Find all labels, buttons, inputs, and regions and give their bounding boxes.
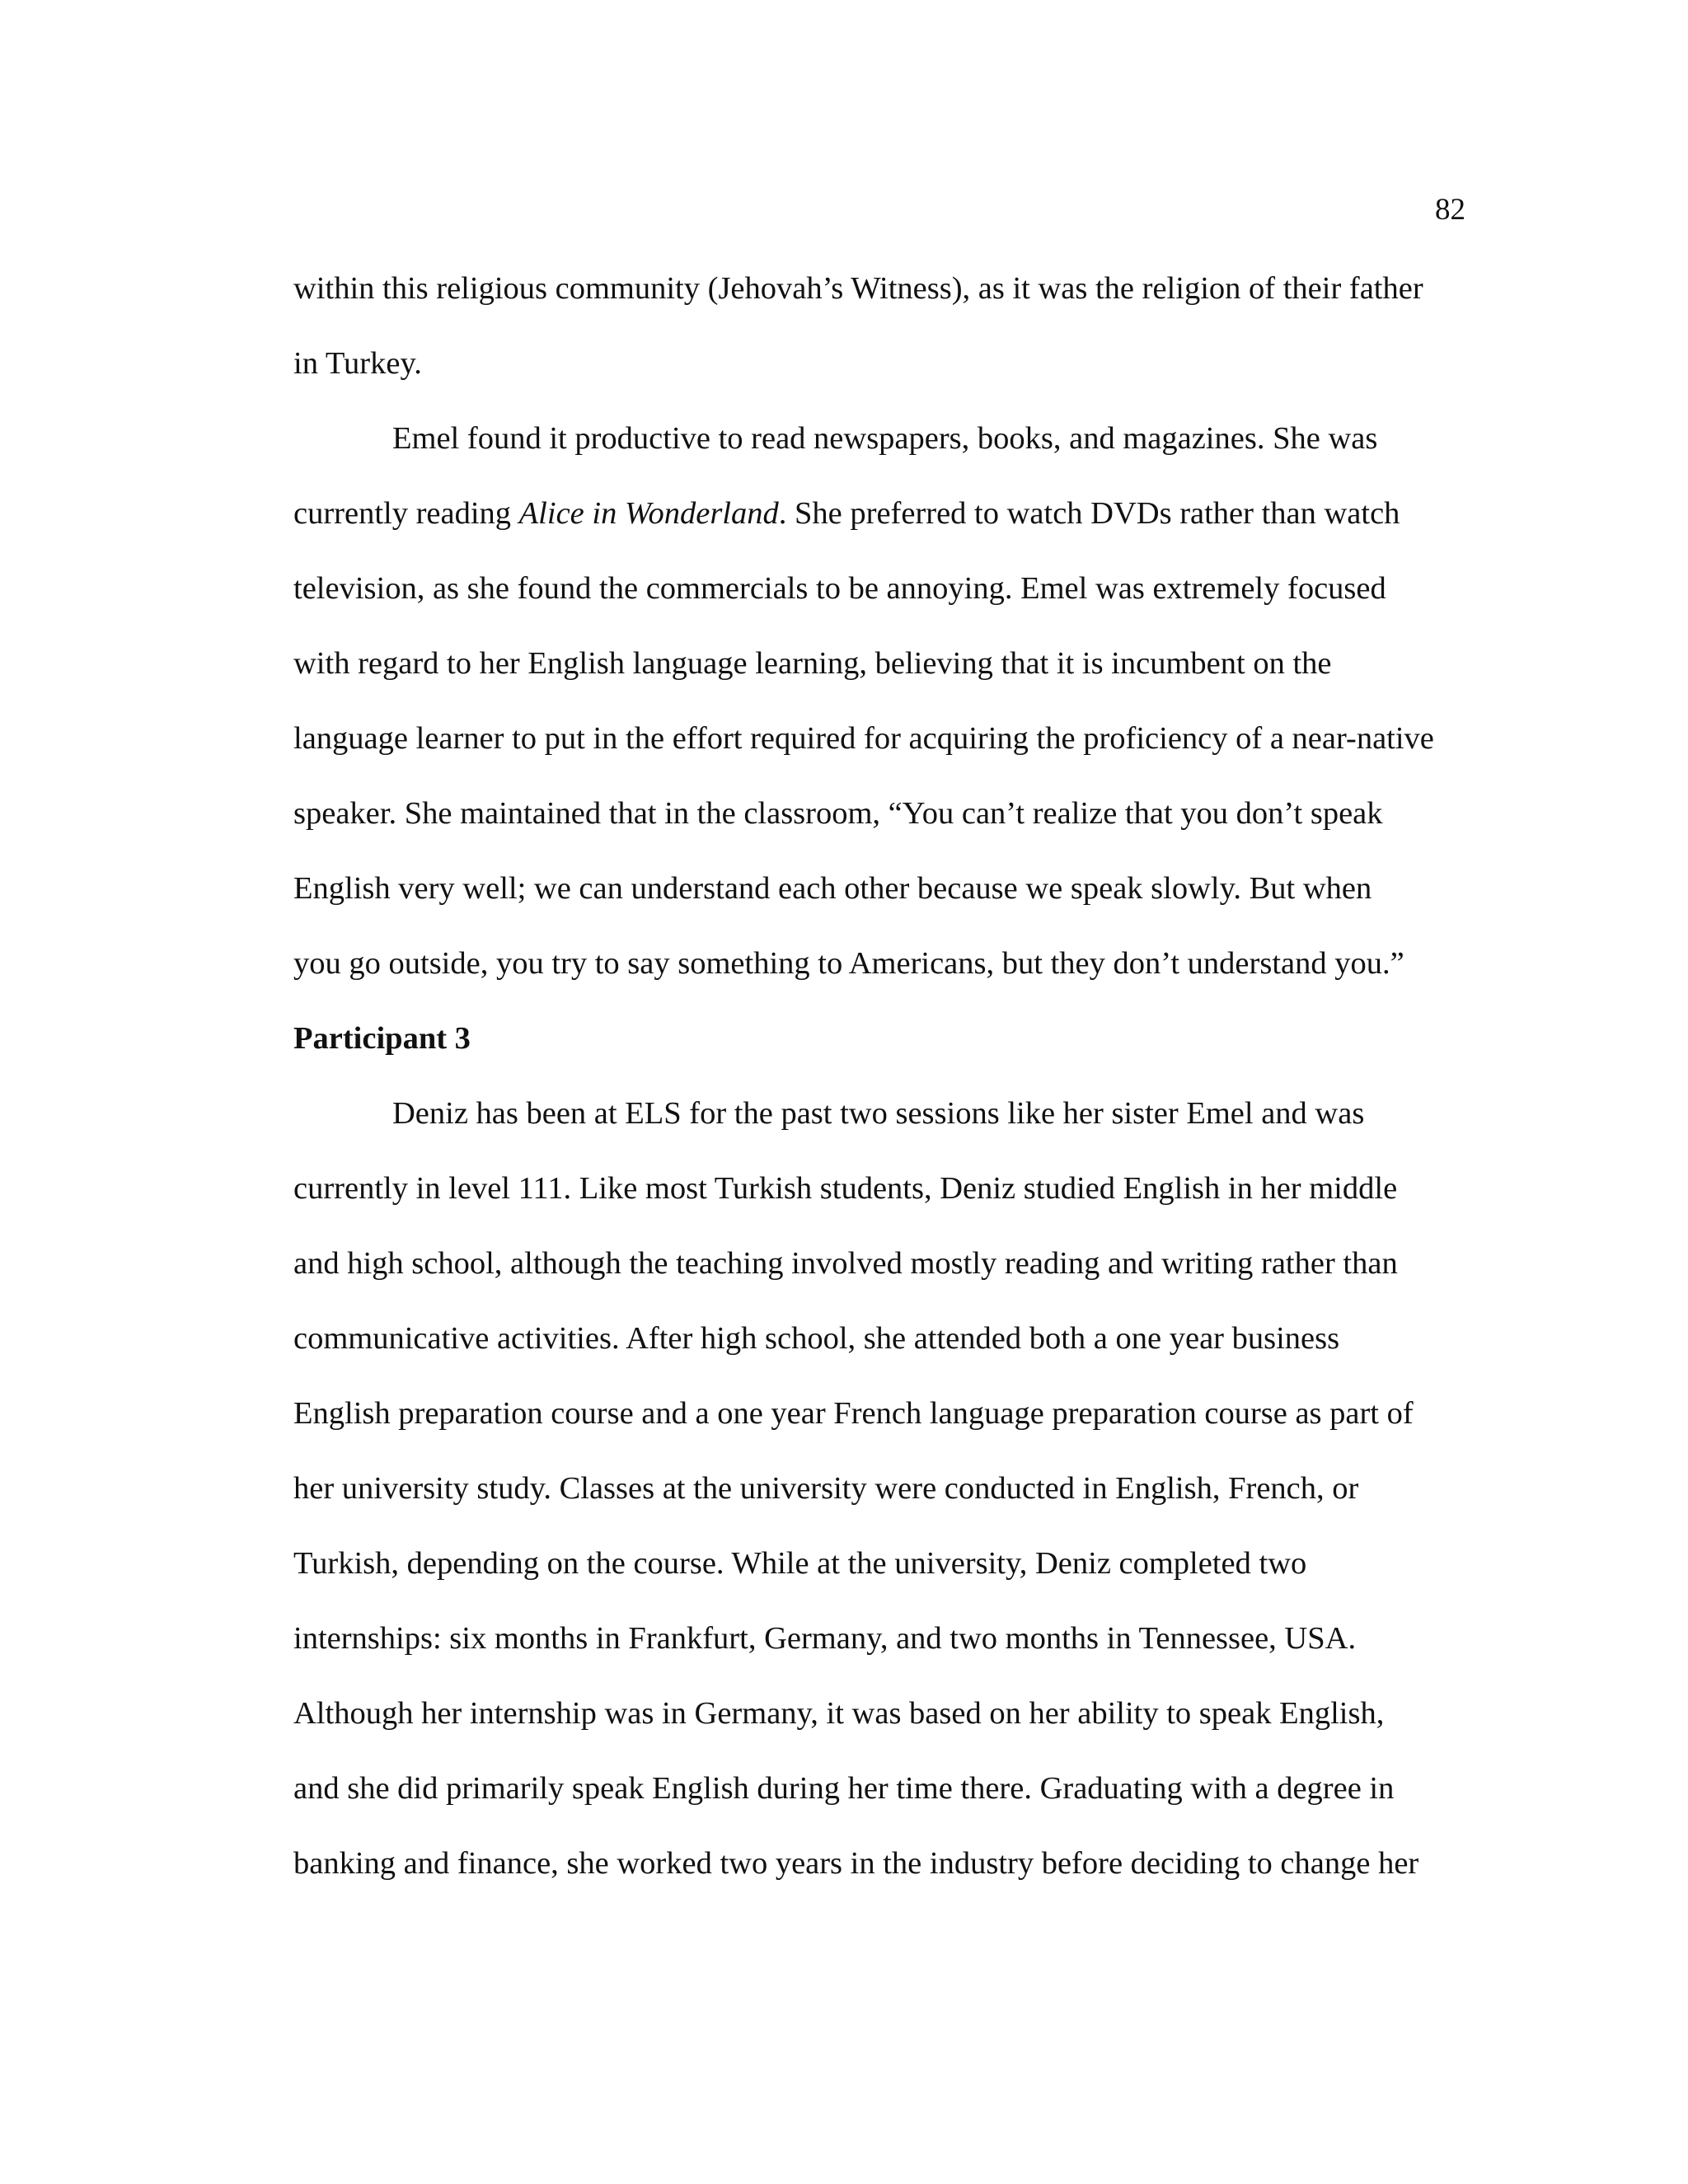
section-heading: Participant 3 [293, 1021, 471, 1056]
page-number: 82 [1435, 193, 1465, 227]
book-title: Alice in Wonderland [518, 496, 779, 531]
text-line: within this religious community (Jehovah’s Witness), as it was the religion of their father [293, 271, 1423, 306]
text-line: you go outside, you try to say something to Americans, but they don’t understand you.” [293, 946, 1404, 981]
text-line: with regard to her English language learning, believing that it is incumbent on the [293, 646, 1332, 681]
text-line: Although her internship was in Germany, it was based on her ability to speak English, [293, 1696, 1385, 1731]
text-line: speaker. She maintained that in the classroom, “You can’t realize that you don’t speak [293, 796, 1383, 831]
text-line: currently in level 111. Like most Turkish students, Deniz studied English in her middle [293, 1171, 1398, 1206]
text-line: Emel found it productive to read newspapers, books, and magazines. She was [392, 421, 1378, 456]
text-line: her university study. Classes at the university were conducted in English, French, or [293, 1471, 1359, 1506]
text-line: in Turkey. [293, 346, 422, 381]
text-line [293, 476, 1465, 551]
text-line: language learner to put in the effort required for acquiring the proficiency of a near-native [293, 721, 1434, 756]
text-segment: currently reading [293, 496, 519, 531]
text-line: television, as she found the commercials to be annoying. Emel was extremely focused [293, 571, 1386, 606]
text-line: banking and finance, she worked two years in the industry before deciding to change her [293, 1846, 1419, 1881]
text-line: English preparation course and a one year French language preparation course as part of [293, 1396, 1414, 1431]
page-body [293, 251, 1465, 1901]
text-segment: . She preferred to watch DVDs rather than watch [778, 496, 1400, 531]
text-line: and she did primarily speak English during her time there. Graduating with a degree in [293, 1771, 1395, 1806]
text-line: and high school, although the teaching involved mostly reading and writing rather than [293, 1246, 1398, 1281]
text-line: Turkish, depending on the course. While at the university, Deniz completed two [293, 1546, 1307, 1581]
text-line: internships: six months in Frankfurt, Germany, and two months in Tennessee, USA. [293, 1621, 1357, 1656]
text-line: English very well; we can understand each other because we speak slowly. But when [293, 871, 1372, 906]
text-line: communicative activities. After high school, she attended both a one year business [293, 1321, 1340, 1356]
text-line: Deniz has been at ELS for the past two sessions like her sister Emel and was [392, 1096, 1365, 1131]
